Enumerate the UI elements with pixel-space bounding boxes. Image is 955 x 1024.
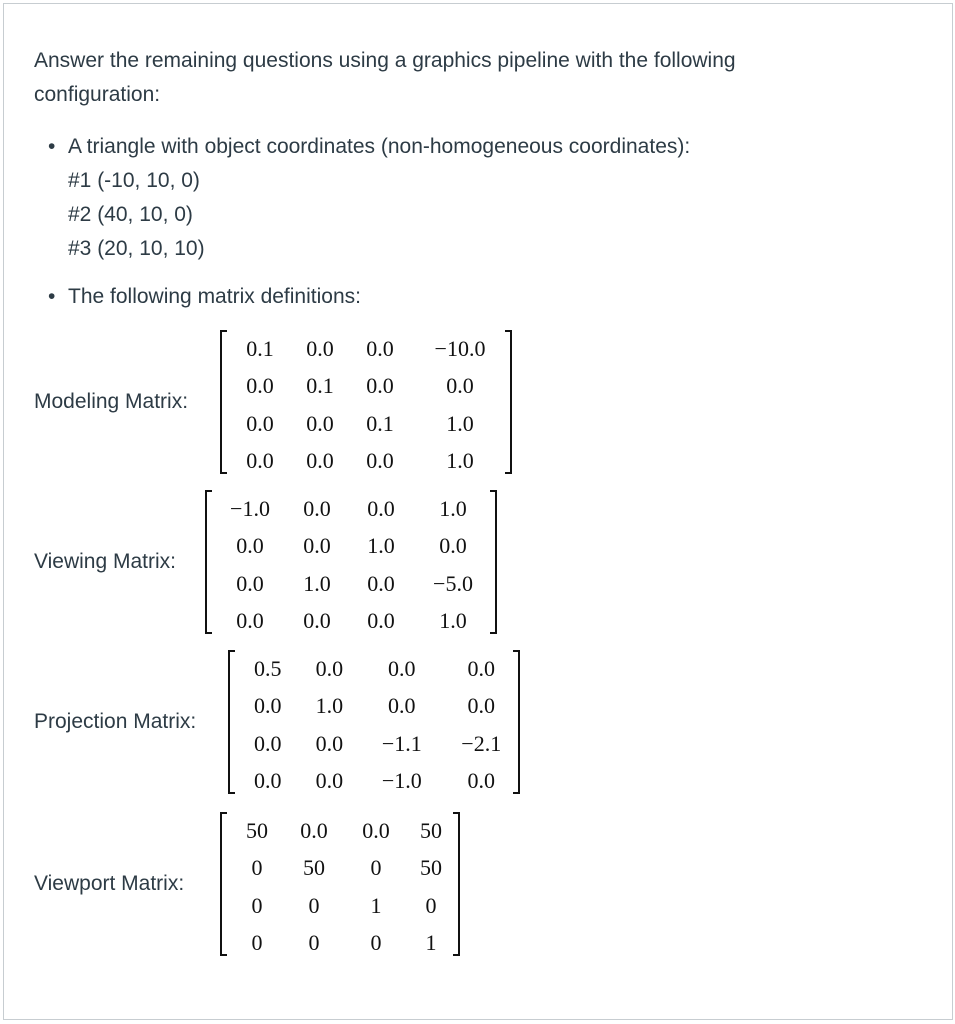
bracket-left xyxy=(220,812,227,956)
modeling-matrix-cell: 0.0 xyxy=(366,448,394,474)
viewport-matrix-row xyxy=(230,812,454,850)
viewing-matrix-cell: 0.0 xyxy=(236,533,264,559)
modeling-matrix-table xyxy=(230,330,510,480)
viewport-matrix-cell: 50 xyxy=(303,855,325,881)
bracket-left xyxy=(220,330,227,474)
viewing-matrix-cell: 0.0 xyxy=(367,495,395,521)
viewport-matrix-cell: 0 xyxy=(251,855,263,881)
viewport-matrix xyxy=(220,812,460,956)
modeling-matrix xyxy=(220,330,512,474)
modeling-matrix-row xyxy=(230,405,510,443)
viewport-matrix-cell: 0 xyxy=(308,930,320,956)
viewing-matrix-cell: 0.0 xyxy=(236,570,264,596)
vertex-2: #2 (40, 10, 0) xyxy=(68,203,193,226)
viewing-matrix-row xyxy=(215,528,493,566)
projection-matrix-cell: 0.0 xyxy=(254,730,282,756)
modeling-matrix-row xyxy=(230,330,510,368)
projection-matrix-cell: 0.0 xyxy=(315,730,344,756)
projection-matrix-cell: −1.0 xyxy=(381,768,422,794)
modeling-matrix-cell: 0.0 xyxy=(246,410,274,436)
vertex-3: #3 (20, 10, 10) xyxy=(68,237,205,260)
viewing-matrix xyxy=(205,490,497,634)
projection-matrix-cell: 0.0 xyxy=(388,655,416,681)
modeling-matrix-cell: 0.1 xyxy=(366,410,394,436)
projection-matrix-table xyxy=(238,650,520,800)
bracket-left xyxy=(205,490,212,634)
viewport-matrix-cell: 0.0 xyxy=(300,817,328,843)
projection-matrix-cell: −1.1 xyxy=(381,730,422,756)
modeling-matrix-cell: 0.0 xyxy=(446,373,474,399)
modeling-matrix-cell: 0.0 xyxy=(246,448,274,474)
viewing-matrix-cell: 0.0 xyxy=(303,608,331,634)
viewing-matrix-cell: 0.0 xyxy=(439,533,467,559)
modeling-matrix-cell: 0.1 xyxy=(306,373,334,399)
modeling-matrix-row xyxy=(230,368,510,406)
modeling-matrix-cell: 0.1 xyxy=(246,335,274,361)
modeling-matrix-cell: 0.0 xyxy=(306,410,334,436)
viewing-matrix-cell: 0.0 xyxy=(367,570,395,596)
viewport-matrix-row xyxy=(230,887,454,925)
viewport-matrix-cell: 50 xyxy=(420,855,442,881)
projection-matrix-cell: 1.0 xyxy=(315,693,344,719)
bullet-triangle-text: A triangle with object coordinates (non-homogeneous coordinates): xyxy=(68,135,691,158)
viewport-matrix-cell: 0 xyxy=(370,930,382,956)
projection-matrix-cell: 0.5 xyxy=(254,655,282,681)
bracket-right xyxy=(453,812,460,956)
viewing-matrix-row xyxy=(215,603,493,641)
viewport-matrix-row xyxy=(230,850,454,888)
viewing-matrix-cell: 0.0 xyxy=(303,533,331,559)
viewport-matrix-cell: 50 xyxy=(420,817,442,843)
projection-matrix-cell: 0.0 xyxy=(254,768,282,794)
viewing-matrix-cell: 0.0 xyxy=(303,495,331,521)
modeling-matrix-cell: 0.0 xyxy=(366,335,394,361)
modeling-matrix-label: Modeling Matrix: xyxy=(34,390,189,413)
viewport-matrix-row xyxy=(230,925,454,963)
viewing-matrix-cell: 1.0 xyxy=(439,608,467,634)
modeling-matrix-cell: 1.0 xyxy=(446,410,474,436)
viewport-matrix-cell: 1 xyxy=(370,892,382,918)
bullet-dot: • xyxy=(48,135,56,158)
viewport-matrix-cell: 0.0 xyxy=(362,817,390,843)
projection-matrix xyxy=(228,650,520,794)
viewing-matrix-cell: 1.0 xyxy=(439,495,467,521)
modeling-matrix-cell: 0.0 xyxy=(306,448,334,474)
viewing-matrix-cell: 0.0 xyxy=(367,608,395,634)
intro-text: Answer the remaining questions using a graphics pipeline with the following configuration: xyxy=(34,49,736,106)
modeling-matrix-cell: 1.0 xyxy=(446,448,474,474)
vertex-1: #1 (-10, 10, 0) xyxy=(68,169,200,192)
modeling-matrix-cell: 0.0 xyxy=(306,335,334,361)
projection-matrix-cell: −2.1 xyxy=(461,730,502,756)
projection-matrix-cell: 0.0 xyxy=(467,693,495,719)
viewport-matrix-cell: 0 xyxy=(370,855,382,881)
bullet-matrices-text: The following matrix definitions: xyxy=(68,285,361,308)
viewport-matrix-table xyxy=(230,812,454,962)
modeling-matrix-cell: 0.0 xyxy=(366,373,394,399)
viewport-matrix-cell: 1 xyxy=(425,930,437,956)
viewing-matrix-label: Viewing Matrix: xyxy=(34,550,176,573)
viewing-matrix-cell: −1.0 xyxy=(230,495,270,521)
viewing-matrix-table xyxy=(215,490,493,640)
projection-matrix-row xyxy=(238,688,520,726)
projection-matrix-cell: 0.0 xyxy=(467,768,495,794)
viewport-matrix-label: Viewport Matrix: xyxy=(34,872,185,895)
viewing-matrix-cell: 0.0 xyxy=(236,608,264,634)
projection-matrix-row xyxy=(238,763,520,801)
viewport-matrix-cell: 0 xyxy=(251,930,263,956)
viewport-matrix-cell: 50 xyxy=(246,817,268,843)
viewing-matrix-cell: −5.0 xyxy=(433,570,473,596)
viewport-matrix-cell: 0 xyxy=(308,892,320,918)
projection-matrix-cell: 0.0 xyxy=(467,655,495,681)
viewing-matrix-cell: 1.0 xyxy=(367,533,395,559)
projection-matrix-cell: 0.0 xyxy=(315,768,344,794)
viewing-matrix-row xyxy=(215,490,493,528)
projection-matrix-cell: 0.0 xyxy=(254,693,282,719)
modeling-matrix-cell: −10.0 xyxy=(434,335,486,361)
viewing-matrix-row xyxy=(215,565,493,603)
viewport-matrix-cell: 0 xyxy=(425,892,437,918)
projection-matrix-cell: 0.0 xyxy=(388,693,416,719)
bracket-left xyxy=(228,650,235,794)
projection-matrix-cell: 0.0 xyxy=(315,655,344,681)
modeling-matrix-row xyxy=(230,443,510,481)
viewing-matrix-cell: 1.0 xyxy=(303,570,331,596)
projection-matrix-row xyxy=(238,650,520,688)
projection-matrix-label: Projection Matrix: xyxy=(34,710,197,733)
modeling-matrix-cell: 0.0 xyxy=(246,373,274,399)
projection-matrix-row xyxy=(238,725,520,763)
bullet-dot: • xyxy=(48,285,56,308)
viewport-matrix-cell: 0 xyxy=(251,892,263,918)
